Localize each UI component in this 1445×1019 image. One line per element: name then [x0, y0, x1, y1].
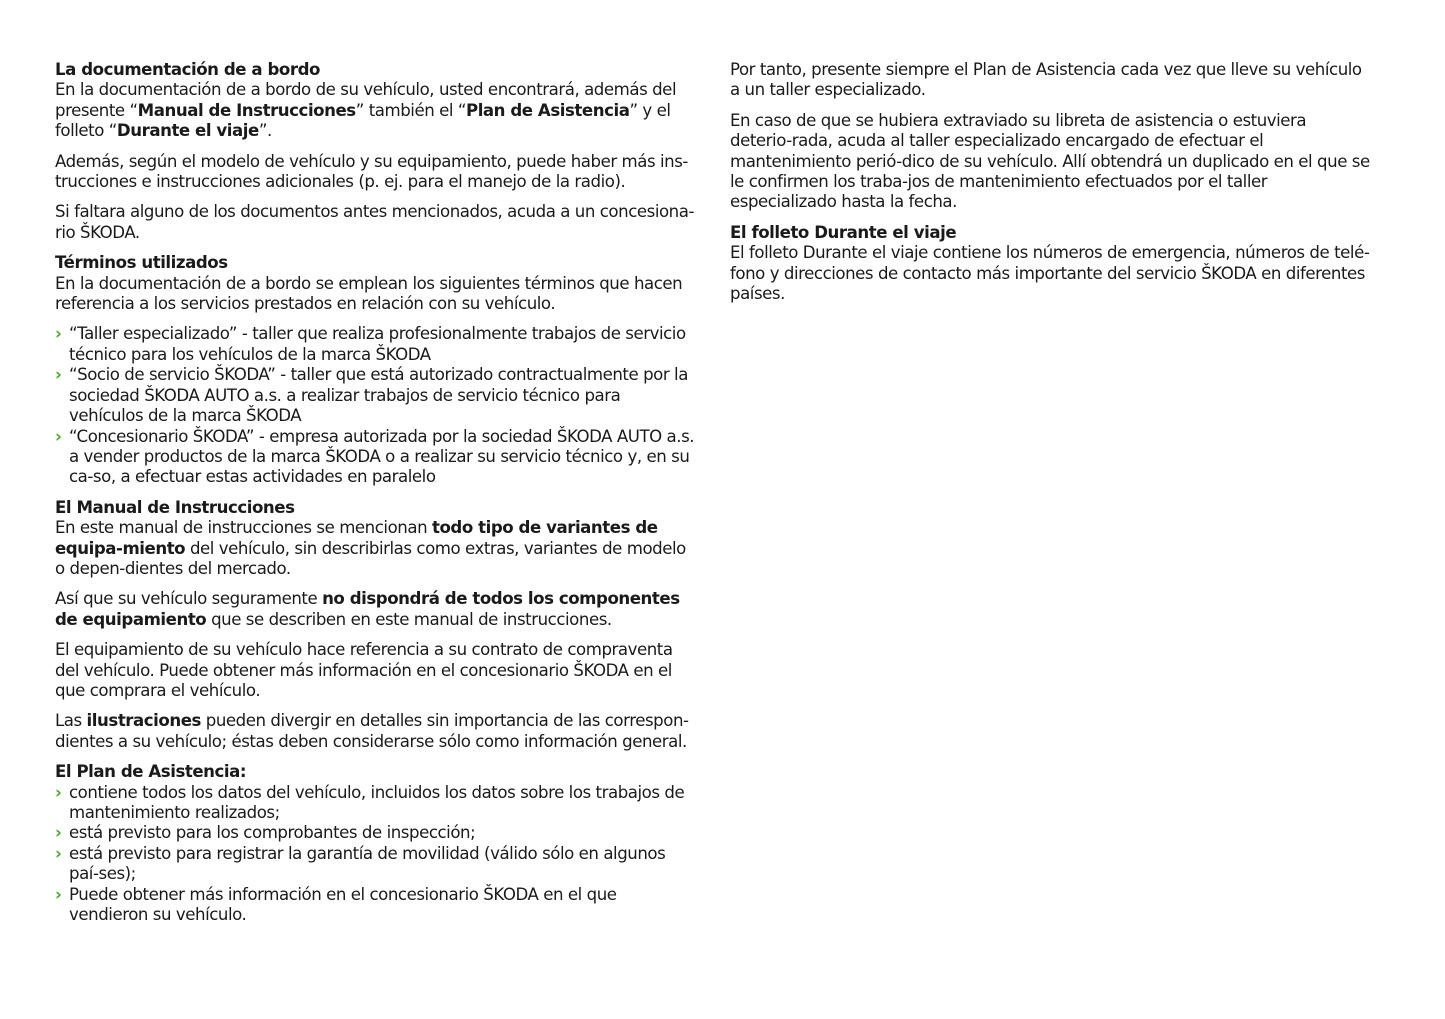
paragraph: En la documentación de a bordo de su vehículo, usted encontrará, además del presente “Manual de Instrucciones” también el “Plan de Asistencia” y el folleto “Durante el viaje”.: [55, 80, 677, 141]
list-item: › “Concesionario ŠKODA” - empresa autorizada por la sociedad ŠKODA AUTO a.s. a vender productos de la marca ŠKODA o a realizar su servicio técnico y, en su ca-so, a efectuar estas actividades en paralelo: [55, 426, 695, 487]
chevron-right-icon: ›: [55, 782, 62, 802]
section-heading: El Plan de Asistencia:: [55, 762, 247, 782]
paragraph: En este manual de instrucciones se mencionan todo tipo de variantes de equipa-miento del vehículo, sin describirlas como extras, variantes de modelo o depen-dientes del mercado.: [55, 518, 686, 578]
paragraph: En caso de que se hubiera extraviado su libreta de asistencia o estuviera deterio-rada, acuda al taller especializado encargado de efectuar el mantenimiento perió-dico de su vehículo. Allí obtendrá un duplicado en el que se le confirmen los traba-jos de mantenimiento efectuados por el taller especializado hasta la fecha.: [730, 110, 1370, 212]
right-column: [730, 60, 1370, 314]
left-column: [55, 60, 695, 935]
paragraph: El folleto Durante el viaje contiene los números de emergencia, números de telé-fono y direcciones de contacto más importante del servicio ŠKODA en diferentes países.: [730, 243, 1370, 304]
list-item: › Puede obtener más información en el concesionario ŠKODA en el que vendieron su vehículo.: [55, 884, 617, 925]
plan-list: [55, 783, 695, 926]
section-heading: La documentación de a bordo: [55, 60, 320, 79]
section-onboard-documentation: [55, 60, 695, 243]
paragraph: Si faltara alguno de los documentos antes mencionados, acuda a un concesiona-rio ŠKODA.: [55, 202, 695, 242]
chevron-right-icon: ›: [55, 884, 62, 904]
terms-list: [55, 324, 695, 487]
chevron-right-icon: ›: [55, 823, 62, 843]
chevron-right-icon: ›: [55, 843, 62, 863]
chevron-right-icon: ›: [55, 324, 62, 344]
section-terms-used: [55, 253, 695, 487]
paragraph: El equipamiento de su vehículo hace referencia a su contrato de compraventa del vehículo. Puede obtener más información en el concesionario ŠKODA en el que comprara el vehículo.: [55, 640, 673, 700]
list-item: › “Socio de servicio ŠKODA” - taller que está autorizado contractualmente por la sociedad ŠKODA AUTO a.s. a realizar trabajos de servicio técnico para vehículos de la marca ŠKODA: [55, 365, 688, 426]
paragraph: Las ilustraciones pueden divergir en detalles sin importancia de las correspon-dientes a su vehículo; éstas deben considerarse sólo como información general.: [55, 711, 689, 751]
chevron-right-icon: ›: [55, 365, 62, 385]
section-assistance-plan: [55, 762, 695, 925]
section-heading: Términos utilizados: [55, 253, 228, 273]
section-instruction-manual: [55, 498, 695, 752]
section-heading: El folleto Durante el viaje: [730, 222, 957, 242]
section-assistance-plan-continued: [730, 60, 1370, 213]
section-heading: El Manual de Instrucciones: [55, 497, 295, 517]
section-travel-brochure: [730, 223, 1370, 305]
paragraph: En la documentación de a bordo se emplean los siguientes términos que hacen referencia a los servicios prestados en relación con su vehículo.: [55, 273, 683, 314]
list-item: › contiene todos los datos del vehículo, incluidos los datos sobre los trabajos de mantenimiento realizados;: [55, 782, 685, 822]
chevron-right-icon: ›: [55, 426, 62, 446]
list-item: › “Taller especializado” - taller que realiza profesionalmente trabajos de servicio técnico para los vehículos de la marca ŠKODA: [55, 324, 686, 364]
paragraph: Además, según el modelo de vehículo y su equipamiento, puede haber más ins-trucciones e instrucciones adicionales (p. ej. para el manejo de la radio).: [55, 151, 688, 192]
list-item: › está previsto para registrar la garantía de movilidad (válido sólo en algunos paí-ses);: [55, 843, 666, 884]
paragraph: Por tanto, presente siempre el Plan de Asistencia cada vez que lleve su vehículo a un taller especializado.: [730, 60, 1362, 100]
paragraph: Así que su vehículo seguramente no dispondrá de todos los componentes de equipamiento que se describen en este manual de instrucciones.: [55, 589, 680, 629]
list-item: › está previsto para los comprobantes de inspección;: [55, 823, 476, 843]
